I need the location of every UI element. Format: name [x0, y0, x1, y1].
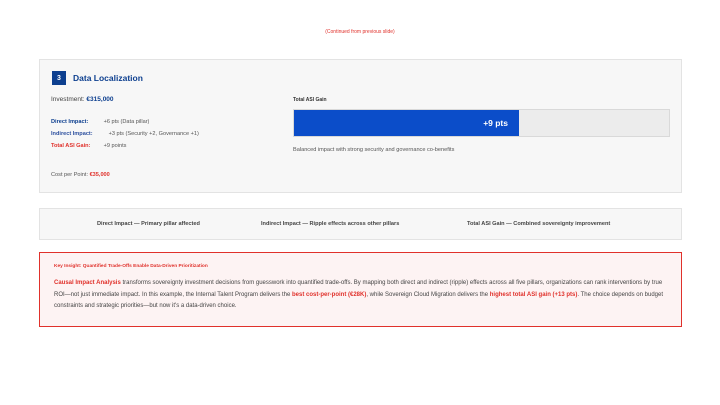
insight-title: Key Insight: Quantified Trade-Offs Enable Data-Driven Prioritization [54, 264, 208, 269]
direct-impact-row [51, 119, 149, 125]
insight-text-2: , while Sovereign Cloud Migration delivers the [366, 291, 490, 298]
total-gain-value: +9 points [103, 143, 127, 149]
investment-value: €315,000 [86, 96, 114, 103]
card-title: Data Localization [73, 73, 143, 83]
direct-impact-value: +6 pts (Data pillar) [103, 119, 150, 125]
investment-label: Investment: [51, 96, 85, 103]
cost-per-point [51, 172, 110, 178]
asi-gain-bar-track [293, 109, 670, 137]
insight-text-3: . The choice depends on budget constraints and strategic priorities—but now it's a data-driven choice. [54, 291, 663, 310]
data-localization-card [39, 59, 682, 193]
impact-legend [39, 208, 682, 240]
insight-body [54, 278, 667, 313]
legend-item-direct: Direct Impact — Primary pillar affected [97, 221, 200, 227]
cost-per-point-label: Cost per Point: [51, 172, 88, 178]
direct-impact-label: Direct Impact: [51, 119, 89, 125]
indirect-impact-value: +3 pts (Security +2, Governance +1) [108, 131, 199, 137]
asi-gain-bar-label: +9 pts [483, 118, 508, 128]
cost-per-point-value: €35,000 [89, 172, 110, 178]
legend-item-total: Total ASI Gain — Combined sovereignty improvement [467, 221, 611, 227]
bar-caption: Balanced impact with strong security and governance co-benefits [293, 147, 455, 153]
item-number-badge: 3 [52, 71, 66, 85]
insight-text-1: transforms sovereignty investment decisions from guesswork into quantified trade-offs. By mapping both direct and indirect (ripple) effects across all five pillars, organizations can rank interventions by true ROI—not just immediate impact. In this example, the Internal Talent Program delivers the [54, 280, 663, 298]
asi-gain-bar-fill [294, 110, 519, 136]
indirect-impact-row [51, 131, 199, 137]
continued-note: (Continued from previous slide) [325, 29, 395, 35]
insight-highlight-cost: best cost-per-point (€28K) [292, 291, 367, 298]
insight-lead: Causal Impact Analysis [54, 280, 121, 286]
investment-line [51, 96, 114, 103]
indirect-impact-label: Indirect Impact: [51, 131, 93, 137]
insight-highlight-gain: highest total ASI gain (+13 pts) [489, 291, 578, 298]
total-gain-label: Total ASI Gain: [51, 143, 91, 149]
total-gain-row [51, 143, 126, 149]
key-insight-box [39, 252, 682, 327]
bar-title: Total ASI Gain [293, 97, 327, 103]
legend-item-indirect: Indirect Impact — Ripple effects across other pillars [261, 221, 400, 227]
